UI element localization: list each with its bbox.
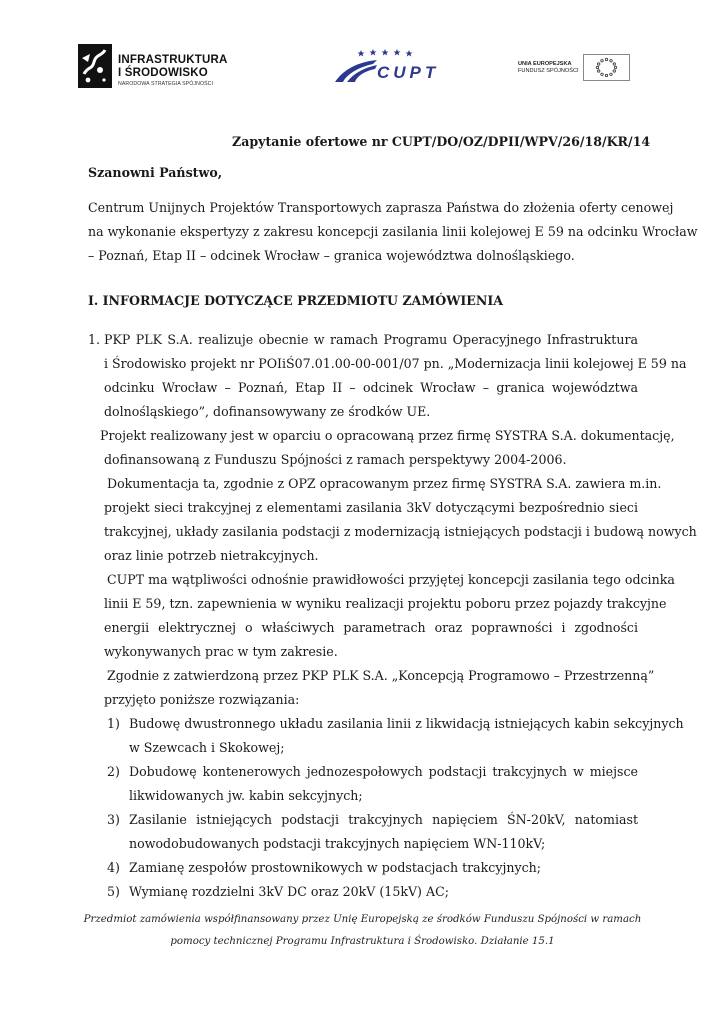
p2-line-1: Projekt realizowany jest w oparciu o opracowaną przez firmę SYSTRA S.A. dokumentację, [100, 428, 675, 443]
logo-infrastruktura-srodowisko [78, 44, 228, 88]
p4-line-4: wykonywanych prac w tym zakresie. [104, 644, 338, 659]
logo-cupt [333, 48, 441, 84]
logo-right-line1: UNIA EUROPEJSKA [518, 61, 572, 67]
intro-line-2: na wykonanie ekspertyzy z zakresu koncepcji zasilania linii kolejowej E 59 na odcinku Wrocław [88, 224, 698, 239]
list-item-continued: nowodobudowanych podstacji trakcyjnych napięciem WN-110kV; [129, 836, 546, 851]
list-item-continued: w Szewcach i Skokowej; [129, 740, 285, 755]
list-number: 4) [107, 860, 120, 875]
list-number: 2) [107, 764, 120, 779]
logo-left-line3: NARODOWA STRATEGIA SPÓJNOŚCI [118, 81, 214, 87]
p1-line-1: PKP PLK S.A. realizuje obecnie w ramach Programu Operacyjnego Infrastruktura [104, 332, 638, 347]
p4-line-2: linii E 59, tzn. zapewnienia w wyniku realizacji projektu poboru przez pojazdy trakcyjne [104, 596, 667, 611]
list-number: 3) [107, 812, 120, 827]
document-title: Zapytanie ofertowe nr CUPT/DO/OZ/DPII/WPV/26/18/KR/14 [232, 134, 651, 149]
list-item: Budowę dwustronnego układu zasilania linii z likwidacją istniejących kabin sekcyjnych [129, 716, 684, 731]
logo-left-line1: INFRASTRUKTURA [118, 54, 228, 66]
p4-line-3: energii elektrycznej o właściwych parametrach oraz poprawności i zgodności [104, 620, 638, 635]
list-item: Zasilanie istniejących podstacji trakcyjnych napięciem ŚN-20kV, natomiast [129, 812, 638, 827]
list-item-continued: likwidowanych jw. kabin sekcyjnych; [129, 788, 363, 803]
eu-flag-icon [583, 54, 630, 81]
footer-line-2: pomocy technicznej Programu Infrastruktura i Środowisko. Działanie 15.1 [170, 936, 555, 947]
logo-left-line2: I ŚRODOWISKO [118, 67, 208, 79]
p3-line-2: projekt sieci trakcyjnej z elementami zasilania 3kV dotyczącymi bezpośrednio sieci [104, 500, 638, 515]
p4-line-1: CUPT ma wątpliwości odnośnie prawidłowości przyjętej koncepcji zasilania tego odcinka [107, 572, 675, 587]
intro-line-3: – Poznań, Etap II – odcinek Wrocław – granica województwa dolnośląskiego. [88, 248, 575, 263]
p1-line-2: i Środowisko projekt nr POIiŚ07.01.00-00-001/07 pn. „Modernizacja linii kolejowej E 59 na [104, 356, 687, 371]
p5-line-2: przyjęto poniższe rozwiązania: [104, 692, 300, 707]
list-item: Dobudowę kontenerowych jednozespołowych podstacji trakcyjnych w miejsce [129, 764, 638, 779]
p3-line-1: Dokumentacja ta, zgodnie z OPZ opracowanym przez firmę SYSTRA S.A. zawiera m.in. [107, 476, 662, 491]
salutation: Szanowni Państwo, [88, 165, 223, 180]
list-item: Zamianę zespołów prostownikowych w podstacjach trakcyjnych; [129, 860, 541, 875]
p3-line-4: oraz linie potrzeb nietrakcyjnych. [104, 548, 319, 563]
cupt-logo-text: CUPT [377, 63, 440, 82]
logo-eu-cohesion-fund [518, 54, 630, 81]
footer-line-1: Przedmiot zamówienia współfinansowany przez Unię Europejską ze środków Funduszu Spójności w ramach [83, 914, 642, 925]
section-heading: I. INFORMACJE DOTYCZĄCE PRZEDMIOTU ZAMÓWIENIA [88, 293, 504, 308]
p5-line-1: Zgodnie z zatwierdzoną przez PKP PLK S.A. „Koncepcją Programowo – Przestrzenną” [107, 668, 655, 683]
intro-line-1: Centrum Unijnych Projektów Transportowych zaprasza Państwa do złożenia oferty cenowej [88, 200, 674, 215]
p1-line-4: dolnośląskiego”, dofinansowywany ze środków UE. [104, 404, 431, 419]
list-item: Wymianę rozdzielni 3kV DC oraz 20kV (15kV) AC; [129, 884, 449, 899]
p3-line-3: trakcyjnej, układy zasilania podstacji z modernizacją istniejących podstacji i budową nowych [104, 524, 697, 539]
p1-line-3: odcinku Wrocław – Poznań, Etap II – odcinek Wrocław – granica województwa [104, 380, 638, 395]
p2-line-2: dofinansowaną z Funduszu Spójności z ramach perspektywy 2004-2006. [104, 452, 567, 467]
logo-right-line2: FUNDUSZ SPÓJNOŚCI [518, 68, 579, 74]
nss-logo-icon [78, 44, 112, 88]
point-number: 1. [88, 332, 101, 347]
list-number: 1) [107, 716, 120, 731]
list-number: 5) [107, 884, 120, 899]
